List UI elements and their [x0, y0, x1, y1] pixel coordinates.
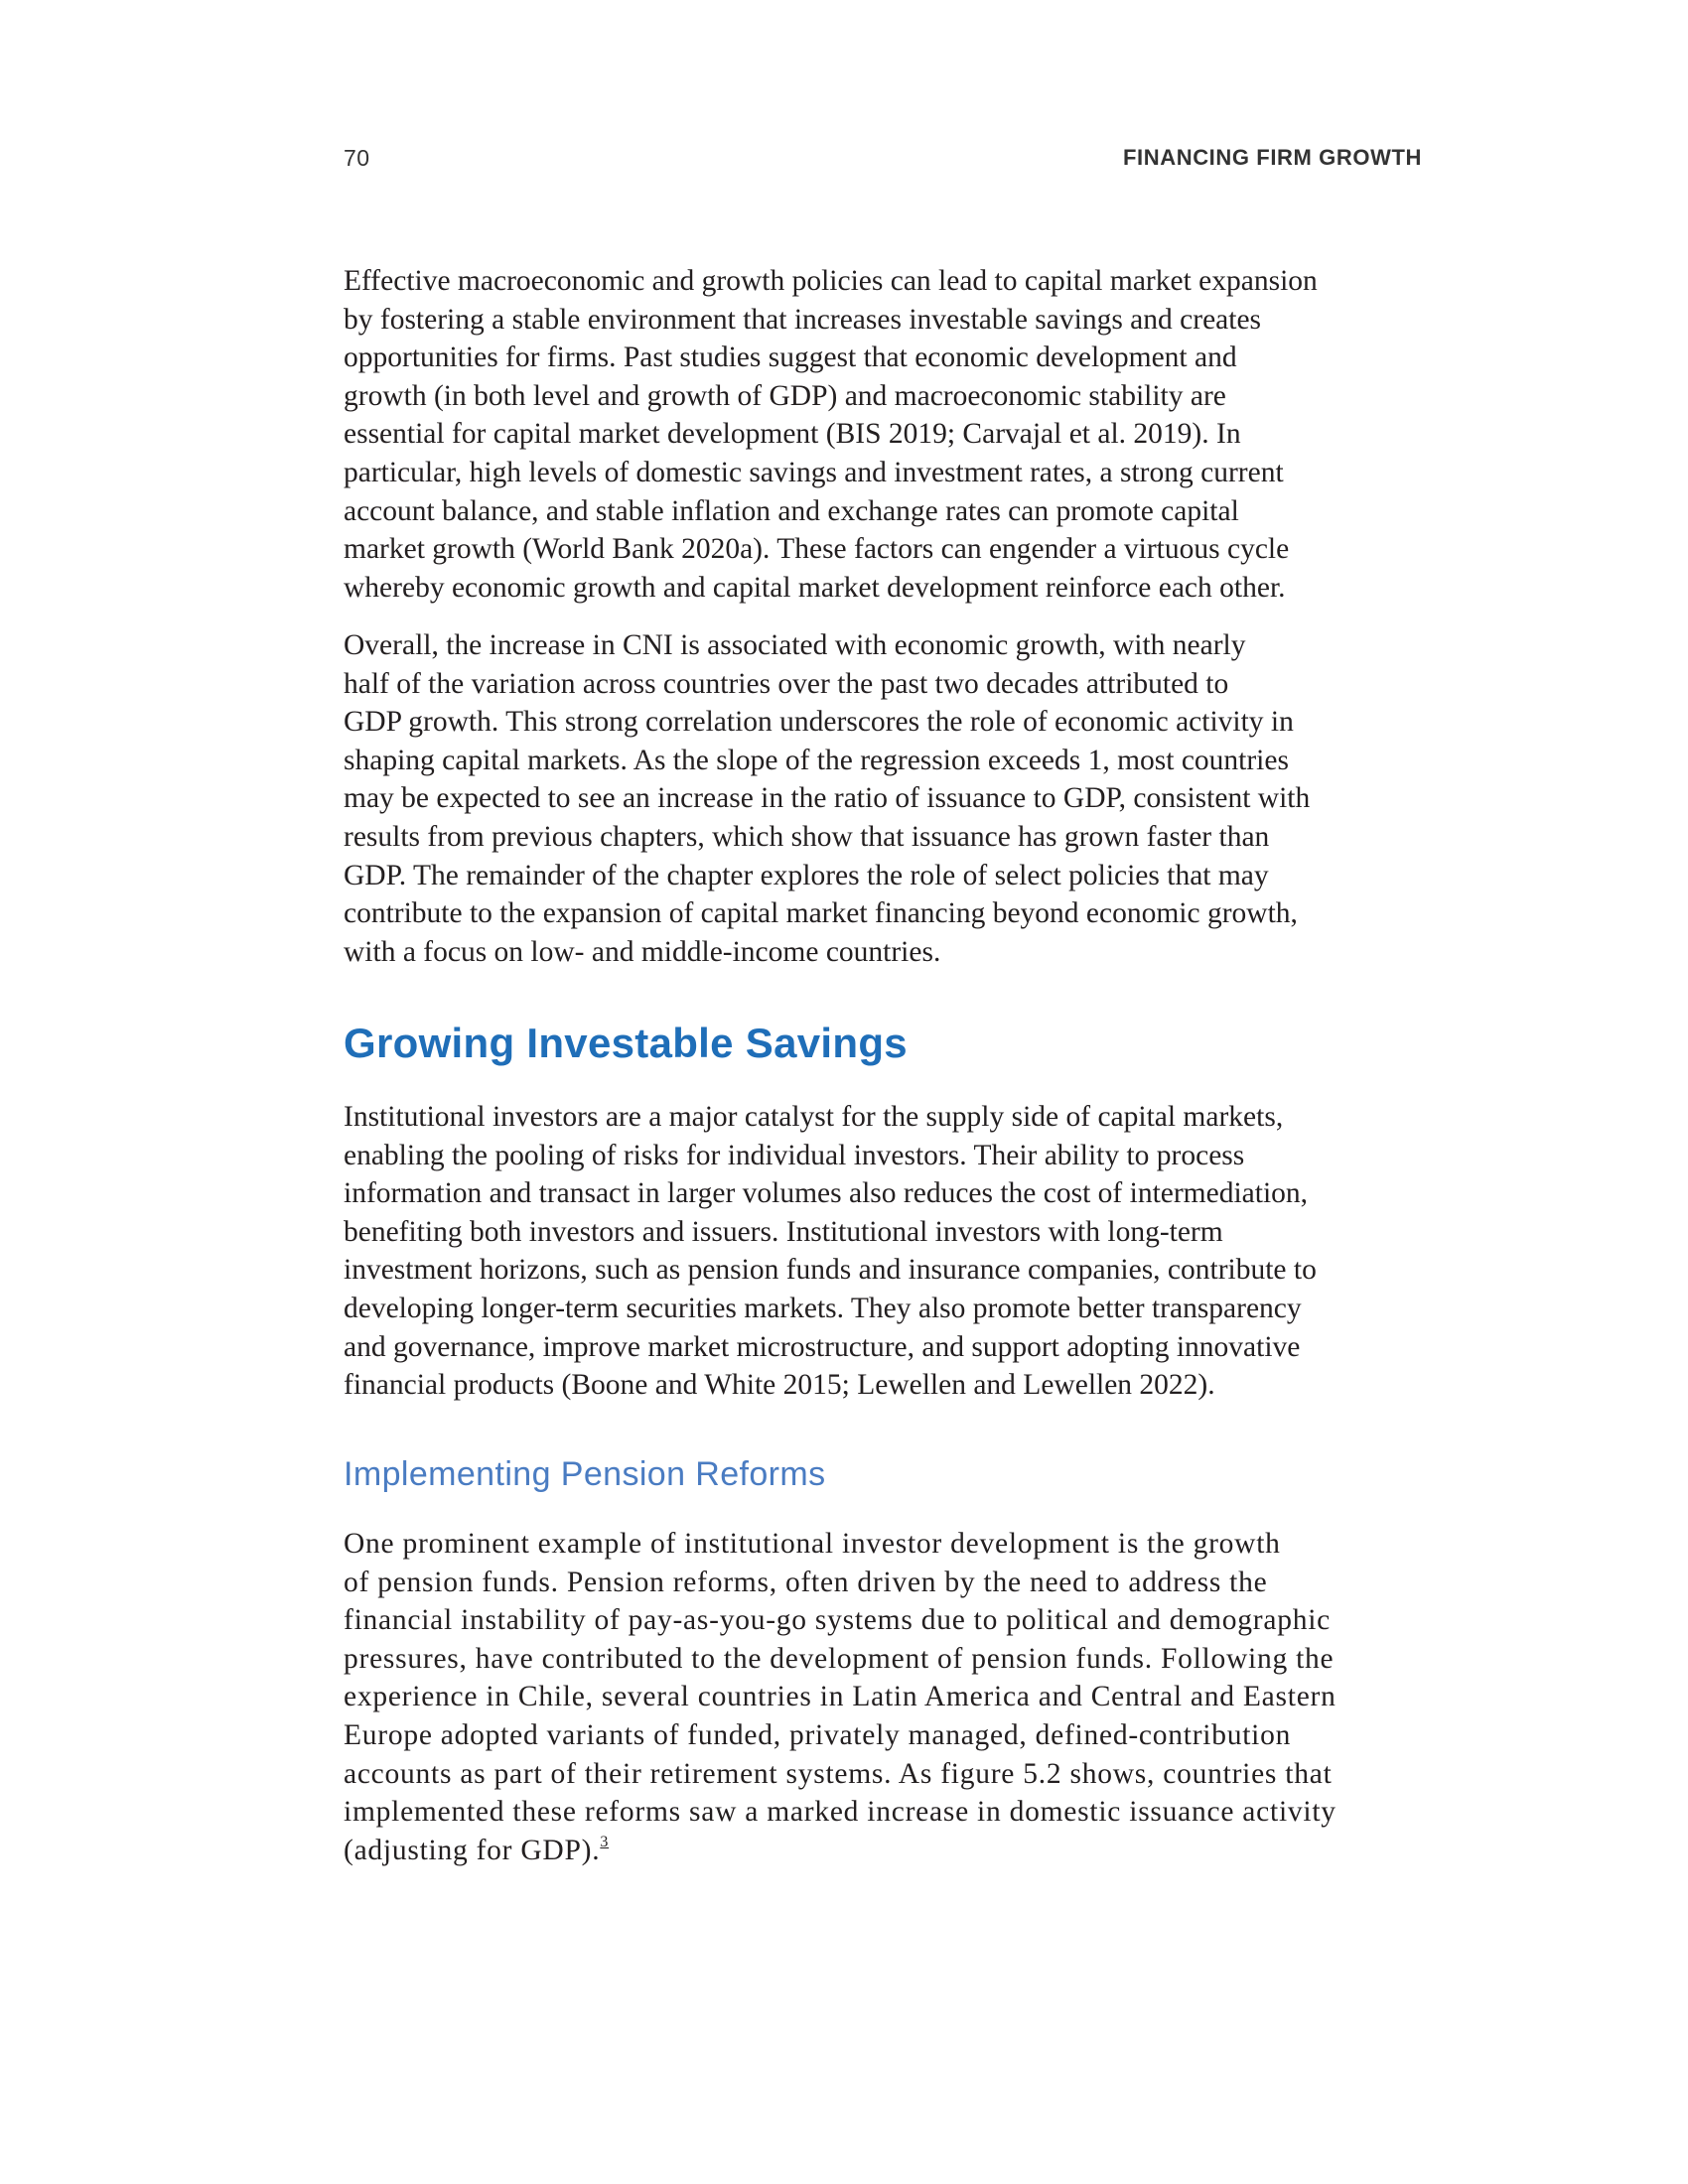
text-line: essential for capital market development (BIS 2019; Carvajal et al. 2019). In [344, 418, 1241, 451]
text-line: account balance, and stable inflation and exchange rates can promote capital [344, 494, 1239, 527]
running-title: FINANCING FIRM GROWTH [1122, 145, 1422, 170]
paragraph-cni-growth [344, 626, 1422, 971]
text-line: may be expected to see an increase in the ratio of issuance to GDP, consistent with [344, 782, 1311, 815]
text-line: market growth (World Bank 2020a). These factors can engender a virtuous cycle [344, 533, 1290, 566]
text-line: investment horizons, such as pension funds and insurance companies, contribute to [344, 1254, 1317, 1287]
text-line: by fostering a stable environment that increases investable savings and creates [344, 303, 1262, 336]
text-line: implemented these reforms saw a marked increase in domestic issuance activity [344, 1796, 1336, 1829]
section-heading: Growing Investable Savings [344, 1020, 908, 1066]
text-line: pressures, have contributed to the development of pension funds. Following the [344, 1642, 1335, 1675]
text-line: whereby economic growth and capital market development reinforce each other. [344, 571, 1286, 604]
text-line: accounts as part of their retirement systems. As figure 5.2 shows, countries that [344, 1757, 1333, 1790]
subsection-heading: Implementing Pension Reforms [344, 1455, 826, 1493]
text-line: particular, high levels of domestic savings and investment rates, a strong current [344, 456, 1284, 488]
running-header [344, 145, 1422, 175]
text-line: growth (in both level and growth of GDP) and macroeconomic stability are [344, 379, 1226, 412]
text-line: shaping capital markets. As the slope of the regression exceeds 1, most countries [344, 744, 1289, 776]
text-line: GDP. The remainder of the chapter explores the role of select policies that may [344, 859, 1269, 891]
text-line: half of the variation across countries over the past two decades attributed to [344, 667, 1229, 700]
text-line: contribute to the expansion of capital market financing beyond economic growth, [344, 897, 1298, 930]
text-line: financial products (Boone and White 2015; Lewellen and Lewellen 2022). [344, 1369, 1215, 1402]
text-line: opportunities for firms. Past studies suggest that economic development and [344, 341, 1237, 374]
text-line: benefiting both investors and issuers. Institutional investors with long-term [344, 1215, 1223, 1248]
text-line: experience in Chile, several countries in Latin America and Central and Eastern [344, 1681, 1336, 1713]
text-line: enabling the pooling of risks for individual investors. Their ability to process [344, 1139, 1245, 1171]
text-line-content: (adjusting for GDP). [344, 1834, 601, 1866]
paragraph-institutional-investors [344, 1098, 1422, 1405]
text-line: information and transact in larger volumes also reduces the cost of intermediation, [344, 1177, 1309, 1210]
footnote-link[interactable]: 3 [600, 1833, 610, 1850]
text-line: and governance, improve market microstructure, and support adopting innovative [344, 1330, 1301, 1363]
text-line: GDP growth. This strong correlation underscores the role of economic activity in [344, 706, 1294, 739]
text-line: with a focus on low- and middle-income countries. [344, 935, 941, 968]
text-line: One prominent example of institutional investor development is the growth [344, 1528, 1281, 1560]
text-line: developing longer-term securities markets. They also promote better transparency [344, 1292, 1302, 1324]
text-line: financial instability of pay-as-you-go systems due to political and demographic [344, 1604, 1332, 1637]
text-line: of pension funds. Pension reforms, often driven by the need to address the [344, 1566, 1268, 1598]
paragraph-pension-reforms [344, 1525, 1422, 1869]
paragraph-macroeconomic-policies [344, 262, 1422, 607]
text-line-last [344, 1832, 1422, 1870]
text-line: results from previous chapters, which show that issuance has grown faster than [344, 820, 1270, 853]
text-line: Institutional investors are a major catalyst for the supply side of capital markets, [344, 1101, 1284, 1133]
text-line: Europe adopted variants of funded, privately managed, defined-contribution [344, 1718, 1292, 1751]
text-line: Overall, the increase in CNI is associated with economic growth, with nearly [344, 629, 1246, 661]
page-number: 70 [344, 145, 370, 171]
text-line: Effective macroeconomic and growth policies can lead to capital market expansion [344, 265, 1318, 297]
